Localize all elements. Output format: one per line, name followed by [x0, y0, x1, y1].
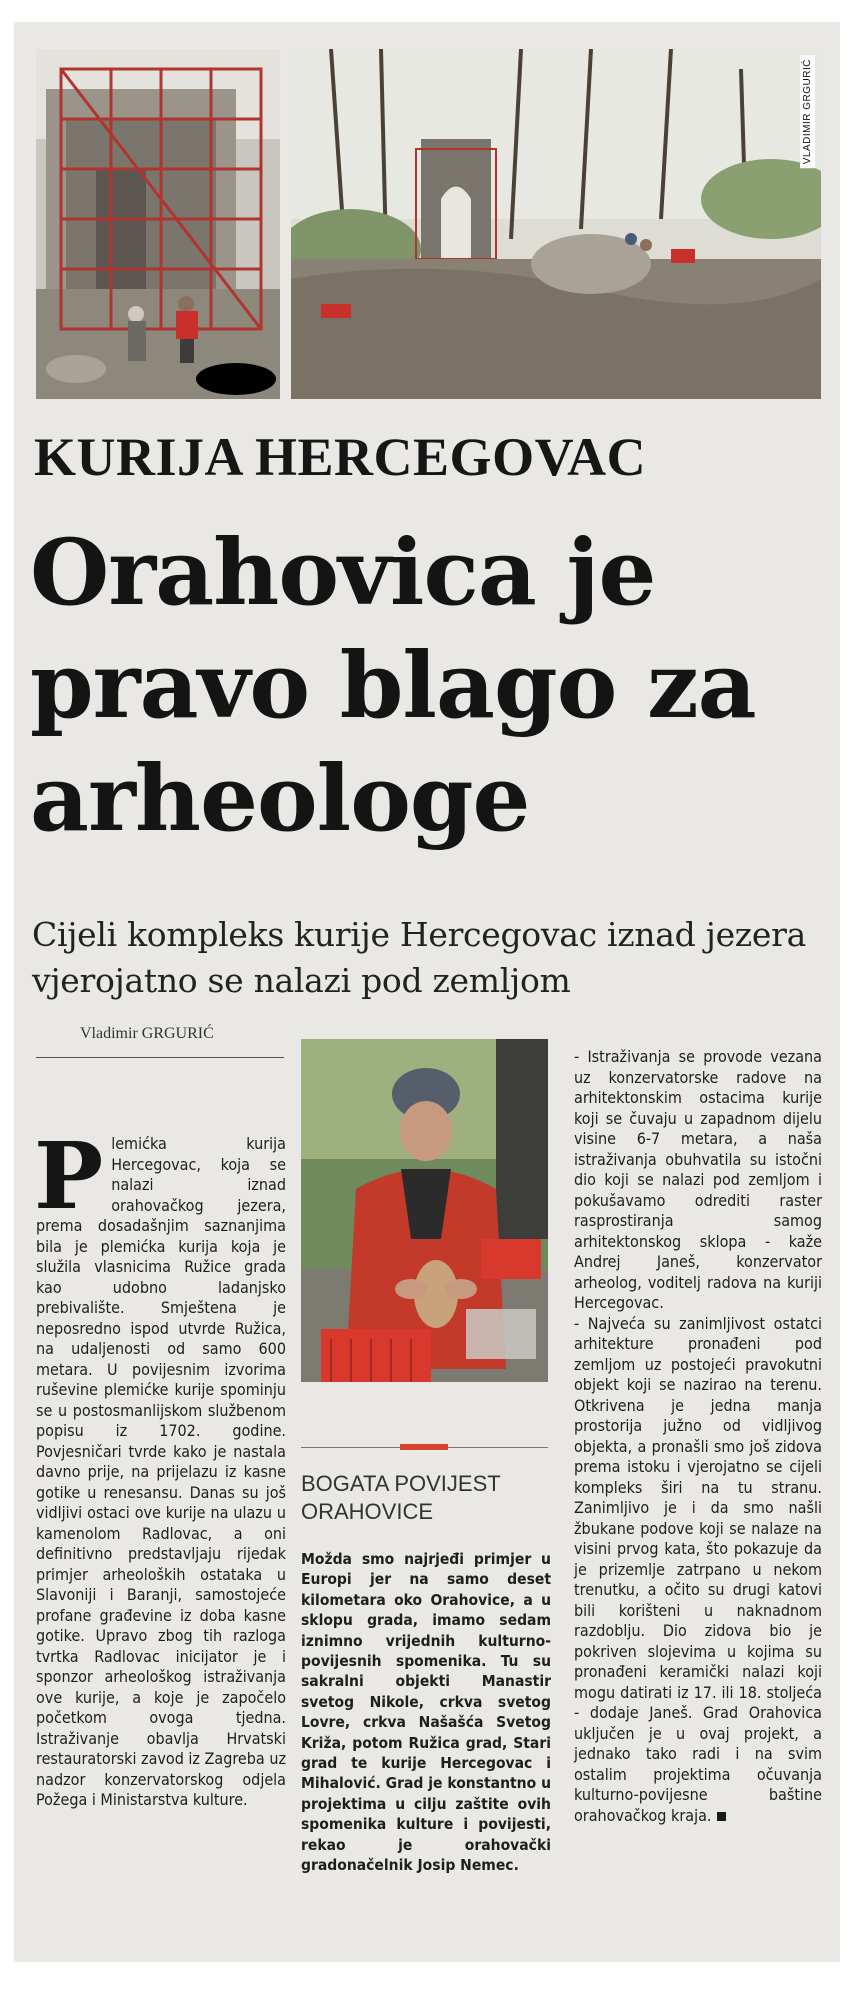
end-mark-icon	[717, 1812, 726, 1821]
headline: Orahovica je pravo blago za arheologe	[30, 520, 756, 852]
article-paragraph-text: - Najveća su zanimljivost ostatci arhitekture pronađeni pod zemljom uz postojeći pravokutni objekt koji se nazirao na terenu. Otkrivena je jedna manja prostorija južno od vidljivog objekta, a pronašli smo još zidova prema istoku i vjerojatno se cijeli kompleks širi na tu stranu. Zanimljivo je i da smo našli žbukane podove koji se nalaze na visini prvog kata, što pokazuje da je prizemlje zatrpano u nekom trenutku, a očito su drugi katovi bili korišteni u naknadnom razdoblju. Dio zidova bio je pokriven slojevima u kojima su pronađeni keramički nalazi koji mogu datirati iz 17. ili 18. stoljeća - dodaje Janeš. Grad Orahovica uključen je u ovaj projekt, a jednako tako radi i na svim ostalim projektima očuvanja kulturno-povijesne baštine orahovačkog kraja.	[574, 1313, 822, 1825]
drop-cap: P	[34, 1122, 104, 1230]
article-column-1	[34, 1122, 286, 1811]
article-column-3	[574, 1047, 822, 1826]
photo-excavation-site	[291, 49, 821, 399]
sidebar-title: BOGATA POVIJEST ORAHOVICE	[301, 1471, 501, 1524]
deck-subtitle: Cijeli kompleks kurije Hercegovac iznad jezera vjerojatno se nalazi pod zemljom	[32, 915, 806, 1000]
byline-rule	[36, 1057, 284, 1058]
byline: Vladimir GRGURIĆ	[80, 1025, 214, 1042]
newspaper-page	[14, 22, 840, 1962]
article-paragraph: - Istraživanja se provode vezana uz konzervatorske radove na arhitektonskim ostacima kurije koji se čuvaju u zapadnom dijelu visine 6-7 metara, a naša istraživanja obuhvatila su istočni dio koji se nalazi pod zemljom i pokušavamo odrediti raster rasprostiranja samog arhitektonskog sklopa - kaže Andrej Janeš, konzervator arheolog, voditelj radova na kuriji Hercegovac.	[574, 1047, 822, 1312]
photo-archaeologist	[301, 1039, 548, 1382]
kicker: KURIJA HERCEGOVAC	[34, 427, 647, 487]
sidebar-divider-accent	[400, 1444, 448, 1450]
photo-ruin-scaffolding	[36, 49, 280, 399]
article-text-col1: lemićka kurija Hercegovac, koja se nalazi iznad orahovačkog jezera, prema dosadašnjim saznanjima bila je plemićka kurija koja je služila vlasnicima Ružice grada kao udobno ladanjsko prebivalište. Smještena je neposredno ispod utvrde Ružica, na udaljenosti od samo 600 metara. U povijesnim izvorima ruševine plemićke kurije spominju se u postosmanlijskom službenom popisu iz 1702. godine. Povjesničari tvrde kako je nastala davno prije, na prijelazu iz kasne gotike u renesansu. Danas su još vidljivi ostaci ove kurije na ulazu u kamenolom Radlovac, a oni definitivno predstavljaju rijedak primjer arheoloških ostataka u Slavoniji i Baranji, samostojeće profane građevine iz doba kasne gotike. Upravo zbog tih razloga tvrtka Radlovac inicijator je i sponzor arheološkog istraživanja ove kurije, a koje je započelo početkom ovoga tjedna. Istraživanje obavlja Hrvatski restauratorski zavod iz Zagreba uz nadzor konzervatorskog odjela Požega i Ministarstva kulture.	[36, 1134, 286, 1809]
photo-credit: VLADIMIR GRGURIĆ	[800, 55, 815, 168]
article-paragraph	[574, 1314, 822, 1827]
sidebar-body: Možda smo najrjeđi primjer u Europi jer na samo deset kilometara oko Orahovice, a u sklopu grada, imamo sedam iznimno vrijednih kulturno-povijesnih spomenika. Tu su sakralni objekti Manastir svetog Nikole, crkva svetog Lovre, crkva Našašća Svetog Križa, potom Ružica grad, Stari grad te kurije Hercegovac i Mihalović. Grad je konstantno u projektima u cilju zaštite ovih spomenika kulture i povijesti, rekao je orahovački gradonačelnik Josip Nemec.	[301, 1550, 551, 1875]
